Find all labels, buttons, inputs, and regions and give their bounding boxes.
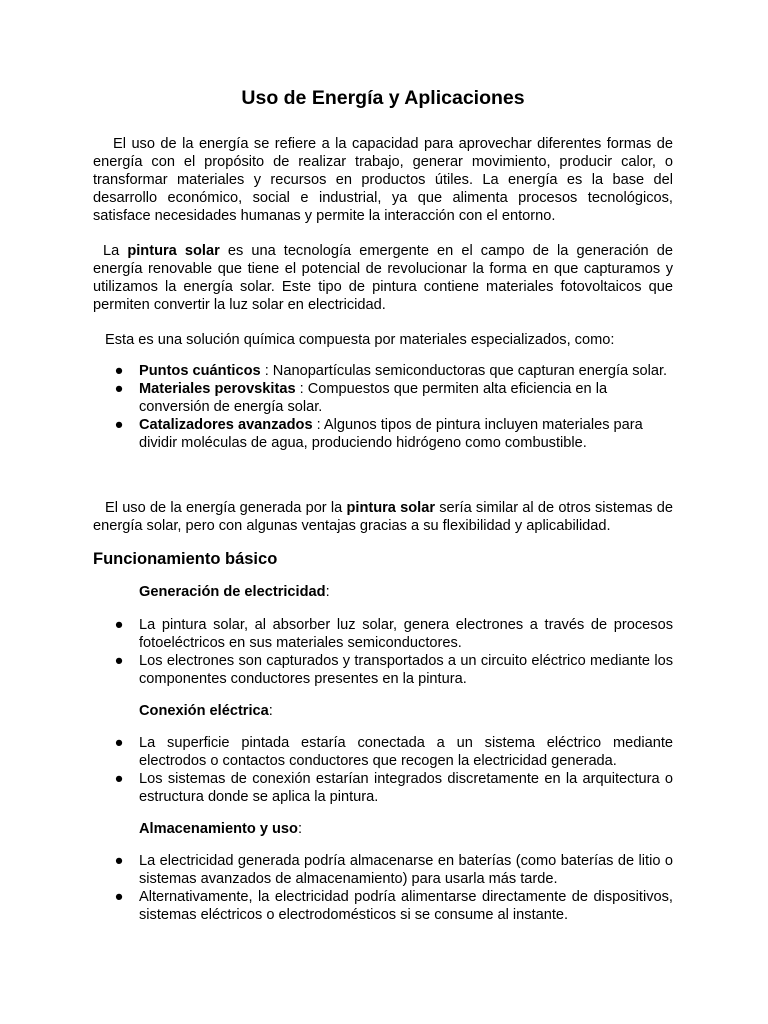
material-text: : Compuestos que permiten alta eficiencia en la conversión de energía solar.: [139, 381, 608, 415]
subsection-heading: Almacenamiento y uso:: [139, 821, 303, 837]
list-item: ● Los electrones son capturados y transportados a un circuito eléctrico mediante los componentes conductores presentes en la pintura.: [114, 653, 673, 687]
list-item: [93, 416, 673, 452]
list-item: [93, 362, 673, 380]
intro-paragraph: El uso de la energía se refiere a la capacidad para aprovechar diferentes formas de energía con el propósito de realizar trabajo, generar movimiento, producir calor, o transformar materiales y recursos en productos útiles. La energía es la base del desarrollo económico, social e industrial, ya que alimenta procesos tecnológicos, satisface necesidades humanas y permite la interacción con el entorno.: [93, 136, 673, 224]
solar-paint-rest: es una tecnología emergente en el campo de la generación de energía renovable que tiene el potencial de revolucionar la forma en que capturamos y utilizamos la energía solar. Este tipo de pintura contiene materiales fotovoltaicos que permiten convertir la luz solar en electricidad.: [93, 243, 673, 313]
bullet-icon: ●: [114, 653, 124, 669]
bullet-icon: ●: [114, 363, 124, 379]
bullet-icon: ●: [114, 853, 124, 869]
material-term: Catalizadores avanzados: [139, 417, 313, 433]
solar-paint-term: pintura solar: [127, 243, 220, 259]
bullet-icon: ●: [114, 417, 124, 433]
solar-paint-lead: La: [103, 243, 128, 259]
chemical-intro-paragraph: Esta es una solución química compuesta por materiales especializados, como:: [105, 332, 615, 348]
usage-lead: El uso de la energía generada por la: [105, 500, 347, 516]
bullet-icon: ●: [114, 381, 124, 397]
usage-paragraph: [93, 499, 673, 535]
bullet-icon: ●: [114, 617, 124, 633]
page-title: Uso de Energía y Aplicaciones: [241, 87, 525, 109]
material-text: : Algunos tipos de pintura incluyen materiales para dividir moléculas de agua, produciendo hidrógeno como combustible.: [139, 417, 643, 451]
subsection-heading: Conexión eléctrica:: [139, 703, 273, 719]
bullet-icon: ●: [114, 771, 124, 787]
section-title: Funcionamiento básico: [93, 550, 278, 568]
bullet-icon: ●: [114, 889, 124, 905]
solar-paint-paragraph: [93, 242, 673, 314]
subsection-heading: Generación de electricidad:: [139, 584, 330, 600]
list-item: ● La pintura solar, al absorber luz solar, genera electrones a través de procesos fotoeléctricos en sus materiales semiconductores.: [114, 617, 673, 651]
material-text: : Nanopartículas semiconductoras que capturan energía solar.: [260, 363, 668, 379]
bullet-icon: ●: [114, 735, 124, 751]
list-item: ● La electricidad generada podría almacenarse en baterías (como baterías de litio o sistemas avanzados de almacenamiento) para usarla más tarde.: [114, 853, 673, 887]
subsection-list: [93, 616, 673, 688]
material-term: Materiales perovskitas: [139, 381, 296, 397]
material-term: Puntos cuánticos: [139, 363, 261, 379]
list-item: ● La superficie pintada estaría conectada a un sistema eléctrico mediante electrodos o contactos conductores que recogen la electricidad generada.: [114, 735, 673, 769]
usage-rest: sería similar al de otros sistemas de energía solar, pero con algunas ventajas gracias a su flexibilidad y aplicabilidad.: [93, 500, 674, 534]
usage-term: pintura solar: [346, 500, 436, 516]
materials-list: [93, 362, 673, 452]
list-item: ● Los sistemas de conexión estarían integrados discretamente en la arquitectura o estructura donde se aplica la pintura.: [114, 771, 673, 805]
subsection-list: [93, 734, 673, 806]
list-item: [93, 380, 673, 416]
list-item: ● Alternativamente, la electricidad podría alimentarse directamente de dispositivos, sistemas eléctricos o electrodomésticos si se consume al instante.: [114, 889, 673, 923]
subsection-list: [93, 852, 673, 924]
